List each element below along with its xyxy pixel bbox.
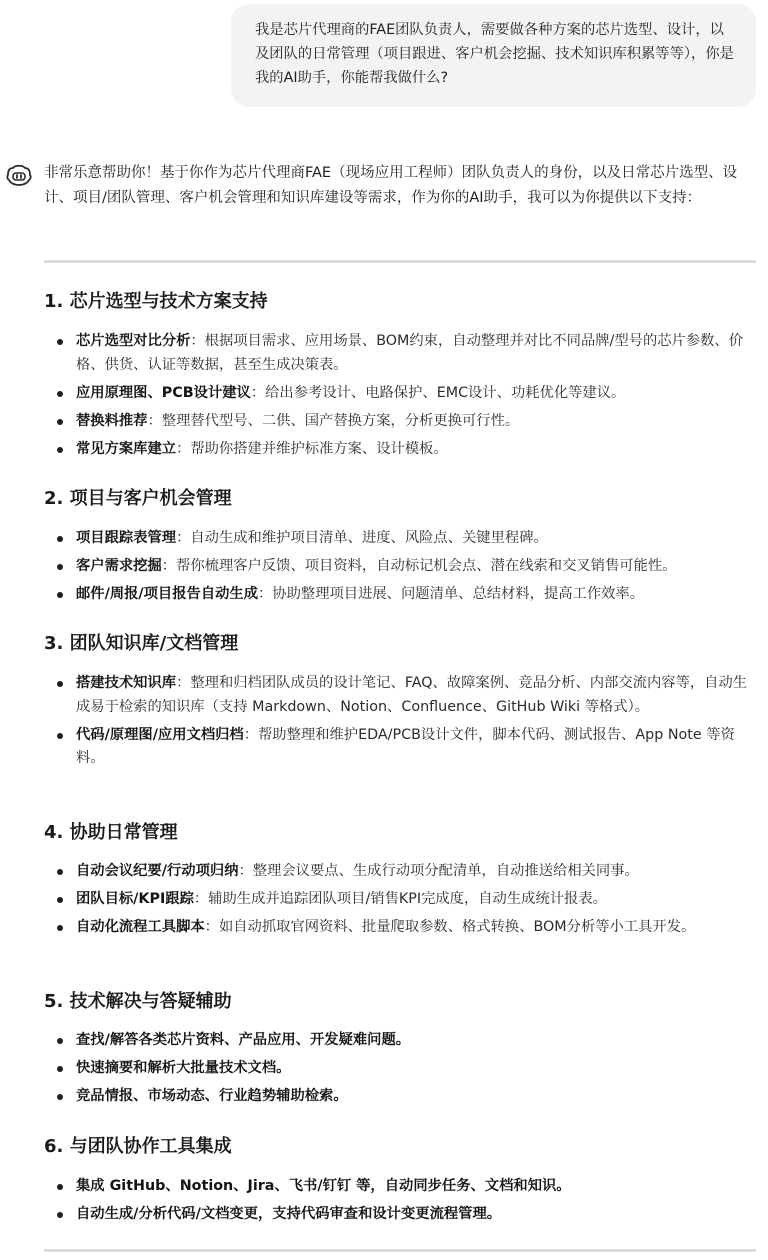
item-desc: ：整理会议要点、生成行动项分配清单，自动推送给相关同事。 (238, 863, 639, 879)
item-title: 团队目标/KPI跟踪 (76, 891, 194, 907)
item-title: 快速摘要和解析大批量技术文档。 (76, 1060, 291, 1076)
list-item (44, 1057, 756, 1081)
user-message-bubble (231, 4, 756, 107)
list-item (44, 916, 756, 940)
user-message-text: 我是芯片代理商的FAE团队负责人，需要做各种方案的芯片选型、设计，以及团队的日常管理（项目跟进、客户机会挖掘、技术知识库积累等等），你是我的AI助手，你能帮我做什么? (255, 22, 734, 86)
item-desc: ：整理和归档团队成员的设计笔记、FAQ、故障案例、竞品分析、内部交流内容等，自动生成易于检索的知识库（支持 Markdown、Notion、Confluence、GitHub Wiki 等格式）。 (76, 675, 748, 715)
list-item (44, 1175, 756, 1199)
item-desc: ：辅助生成并追踪团队项目/销售KPI完成度，自动生成统计报表。 (193, 891, 607, 907)
item-title: 芯片选型对比分析 (76, 333, 191, 349)
section-heading: 2. 项目与客户机会管理 (44, 488, 232, 509)
divider-bottom (44, 1249, 756, 1252)
item-title: 自动会议纪要/行动项归纳 (76, 863, 239, 879)
item-title: 搭建技术知识库 (76, 675, 177, 691)
section-list (44, 527, 756, 611)
item-desc: ：协助整理项目进展、问题清单、总结材料，提高工作效率。 (258, 586, 645, 602)
section-heading: 4. 协助日常管理 (44, 822, 178, 843)
section-list (44, 860, 756, 944)
list-item (44, 672, 756, 719)
list-item (44, 527, 756, 551)
section-heading: 6. 与团队协作工具集成 (44, 1136, 232, 1157)
list-item (44, 888, 756, 912)
item-title: 自动化流程工具脚本 (76, 919, 205, 935)
item-title: 竞品情报、市场动态、行业趋势辅助检索。 (76, 1088, 348, 1104)
list-item (44, 382, 756, 406)
section-list (44, 1175, 756, 1231)
list-item (44, 860, 756, 884)
item-title: 代码/原理图/应用文档归档 (76, 726, 244, 743)
section-heading: 1. 芯片选型与技术方案支持 (44, 291, 268, 312)
item-title: 项目跟踪表管理 (76, 530, 177, 546)
list-item (44, 1029, 756, 1053)
section-heading: 3. 团队知识库/文档管理 (44, 633, 239, 654)
item-title: 查找/解答各类芯片资料、产品应用、开发疑难问题。 (76, 1032, 411, 1048)
list-item (44, 724, 756, 771)
item-title: 自动生成/分析代码/文档变更，支持代码审查和设计变更流程管理。 (76, 1206, 502, 1222)
item-desc: ：整理替代型号、二供、国产替换方案，分析更换可行性。 (147, 412, 520, 429)
item-title: 常见方案库建立 (76, 440, 177, 457)
item-desc: ：帮助整理和维护EDA/PCB设计文件，脚本代码、测试报告、App Note 等资料。 (76, 726, 735, 766)
list-item (44, 1203, 756, 1227)
item-title: 替换料推荐 (76, 412, 148, 429)
item-title: 客户需求挖掘 (76, 558, 162, 574)
item-desc: ：帮你梳理客户反馈、项目资料，自动标记机会点、潜在线索和交叉销售可能性。 (161, 558, 677, 574)
copilot-icon (6, 163, 32, 187)
item-desc: ：给出参考设计、电路保护、EMC设计、功耗优化等建议。 (250, 384, 626, 401)
item-desc: ：如自动抓取官网资料、批量爬取参数、格式转换、BOM分析等小工具开发。 (204, 919, 696, 935)
section-list (44, 1029, 756, 1113)
list-item (44, 583, 756, 607)
item-desc: ：根据项目需求、应用场景、BOM约束，自动整理并对比不同品牌/型号的芯片参数、价格、供货、认证等数据，甚至生成决策表。 (76, 333, 744, 373)
list-item (44, 410, 756, 434)
list-item (44, 438, 756, 462)
item-title: 邮件/周报/项目报告自动生成 (76, 586, 259, 602)
item-desc: ：帮助你搭建并维护标准方案、设计模板。 (176, 440, 448, 457)
list-item (44, 1085, 756, 1109)
item-desc: ：自动生成和维护项目清单、进度、风险点、关键里程碑。 (176, 530, 548, 546)
divider-top (44, 260, 756, 263)
section-list (44, 330, 756, 466)
list-item (44, 330, 756, 377)
assistant-intro: 非常乐意帮助你！基于你作为芯片代理商FAE（现场应用工程师）团队负责人的身份，以及日常芯片选型、设计、项目/团队管理、客户机会管理和知识库建设等需求，作为你的AI助手，我可以为你提供以下支持： (44, 165, 738, 206)
item-title: 集成 GitHub、Notion、Jira、飞书/钉钉 等，自动同步任务、文档和知识。 (76, 1178, 571, 1194)
list-item (44, 555, 756, 579)
item-title: 应用原理图、PCB设计建议 (76, 384, 251, 401)
section-list (44, 672, 756, 775)
section-heading: 5. 技术解决与答疑辅助 (44, 991, 232, 1012)
